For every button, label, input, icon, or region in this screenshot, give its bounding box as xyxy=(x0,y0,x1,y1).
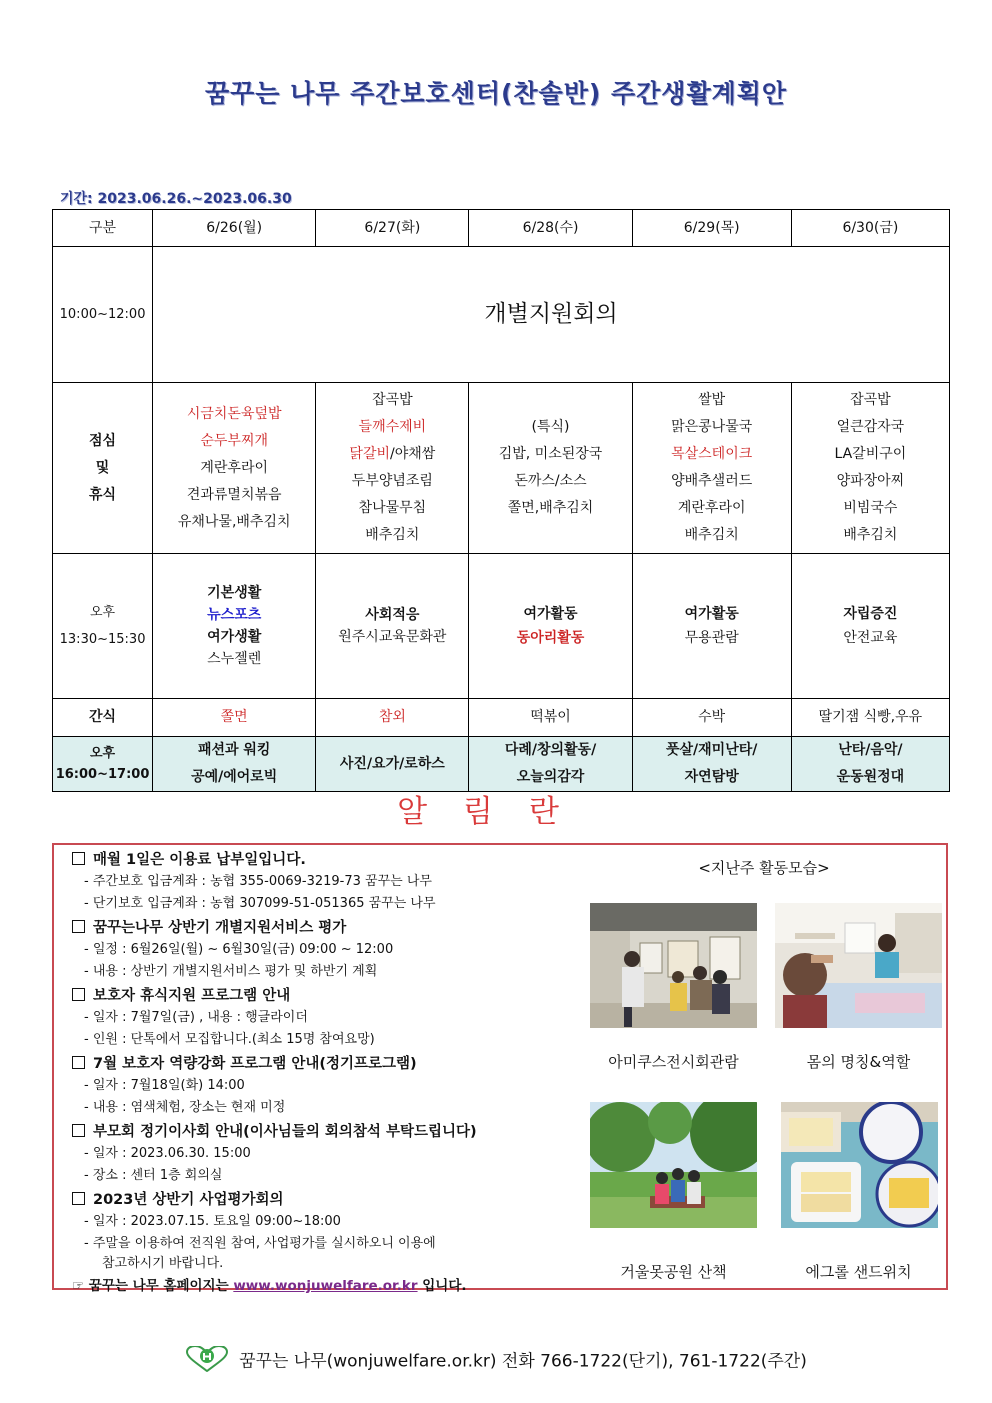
notice-line: - 내용 : 상반기 개별지원서비스 평가 및 하반기 계획 xyxy=(84,964,378,979)
checkbox-icon xyxy=(72,1124,85,1137)
notice-line: - 내용 : 염색체험, 장소는 현재 미정 xyxy=(84,1100,286,1115)
lunch-label: 점심 및 휴식 xyxy=(53,383,153,554)
lunch-mon: 시금치돈육덮밥 순두부찌개 계란후라이 견과류멸치볶음 유채나물,배추김치 xyxy=(153,383,316,554)
header-cell: 6/26(월) xyxy=(153,210,316,247)
late-wed: 다례/창의활동/ 오늘의감각 xyxy=(469,737,632,792)
caption-exhibition: 아미쿠스전시회관람 xyxy=(608,1053,739,1071)
late-row xyxy=(53,737,950,792)
page-title: 꿈꾸는 나무 주간보호센터(찬솔반) 주간생활계획안 xyxy=(204,79,788,108)
footer xyxy=(0,1346,992,1377)
late-mon: 패션과 워킹 공예/에어로빅 xyxy=(153,737,316,792)
footer-text: 꿈꾸는 나무(wonjuwelfare.or.kr) 전화 766-1722(단기), 761-1722(주간) xyxy=(239,1351,807,1372)
afternoon-tue: 사회적응 원주시교육문화관 xyxy=(316,554,469,699)
lunch-row xyxy=(53,383,950,554)
homepage-line: ☞ 꿈꾸는 나무 홈페이지는 www.wonjuwelfare.or.kr 입니다. xyxy=(72,1278,467,1294)
notice-line: - 단기보호 입금계좌 : 농협 307099-51-051365 꿈꾸는 나무 xyxy=(84,896,436,911)
snack-thu: 수박 xyxy=(632,699,791,737)
afternoon-fri: 자립증진 안전교육 xyxy=(791,554,949,699)
notice-item: 부모회 정기이사회 안내(이사님들의 회의참석 부탁드립니다) xyxy=(72,1121,592,1143)
snack-label: 간식 xyxy=(53,699,153,737)
notice-item: 매월 1일은 이용료 납부일입니다. xyxy=(72,849,592,871)
morning-row xyxy=(53,247,950,383)
notice-list xyxy=(72,847,592,1297)
lunch-thu: 쌀밥 맑은콩나물국 목살스테이크 양배추샐러드 계란후라이 배추김치 xyxy=(632,383,791,554)
late-label: 오후 16:00~17:00 xyxy=(53,737,153,792)
caption-sandwich: 에그롤 샌드위치 xyxy=(805,1263,912,1281)
notice-line: - 장소 : 센터 1층 회의실 xyxy=(84,1168,223,1183)
snack-mon: 쫄면 xyxy=(153,699,316,737)
notice-heading: 알림란 xyxy=(397,794,595,830)
notice-line: - 일자 : 2023.07.15. 토요일 09:00~18:00 xyxy=(84,1214,341,1229)
checkbox-icon xyxy=(72,920,85,933)
notice-item: 꿈꾸는나무 상반기 개별지원서비스 평가 xyxy=(72,917,592,939)
notice-item: 보호자 휴식지원 프로그램 안내 xyxy=(72,985,592,1007)
morning-time: 10:00~12:00 xyxy=(53,247,153,383)
header-row xyxy=(53,210,950,247)
notice-box xyxy=(52,843,948,1294)
afternoon-mon: 기본생활 뉴스포츠 여가생활 스누젤렌 xyxy=(153,554,316,699)
late-thu: 풋살/재미난타/ 자연탐방 xyxy=(632,737,791,792)
photo-exhibition xyxy=(590,903,757,1028)
notice-line: - 일정 : 6월26일(월) ~ 6월30일(금) 09:00 ~ 12:00 xyxy=(84,942,394,957)
snack-wed: 떡볶이 xyxy=(469,699,632,737)
checkbox-icon xyxy=(72,1192,85,1205)
notice-line: - 일자 : 7월18일(화) 14:00 xyxy=(84,1078,245,1093)
caption-park-walk: 거울못공원 산책 xyxy=(620,1263,727,1281)
snack-row xyxy=(53,699,950,737)
late-fri: 난타/음악/ 운동원정대 xyxy=(791,737,949,792)
notice-item: 7월 보호자 역량강화 프로그램 안내(정기프로그램) xyxy=(72,1053,592,1075)
photo-body-parts xyxy=(775,903,942,1028)
notice-line: 참고하시기 바랍니다. xyxy=(102,1256,224,1271)
afternoon-label: 오후 13:30~15:30 xyxy=(53,554,153,699)
morning-content: 개별지원회의 xyxy=(153,247,950,383)
caption-body-parts: 몸의 명칭&역할 xyxy=(806,1053,911,1071)
notice-line: - 일자 : 7월7일(금) , 내용 : 행글라이더 xyxy=(84,1010,308,1025)
late-tue: 사진/요가/로하스 xyxy=(316,737,469,792)
period-label: 기간: 2023.06.26.~2023.06.30 xyxy=(60,191,292,207)
checkbox-icon xyxy=(72,988,85,1001)
header-cell: 6/28(수) xyxy=(469,210,632,247)
afternoon-wed: 여가활동 동아리활동 xyxy=(469,554,632,699)
notice-line: - 주말을 이용하여 전직원 참여, 사업평가를 실시하오니 이용에 xyxy=(84,1236,436,1251)
header-cell: 6/30(금) xyxy=(791,210,949,247)
notice-line: - 인원 : 단톡에서 모집합니다.(최소 15명 참여요망) xyxy=(84,1032,375,1047)
checkbox-icon xyxy=(72,852,85,865)
header-cell: 6/27(화) xyxy=(316,210,469,247)
notice-line: - 주간보호 입금계좌 : 농협 355-0069-3219-73 꿈꾸는 나무 xyxy=(84,874,432,889)
notice-line: - 일자 : 2023.06.30. 15:00 xyxy=(84,1146,251,1161)
notice-item: 2023년 상반기 사업평가회의 xyxy=(72,1189,592,1211)
header-cell: 6/29(목) xyxy=(632,210,791,247)
snack-tue: 참외 xyxy=(316,699,469,737)
schedule-table xyxy=(52,209,950,792)
photo-park-walk xyxy=(590,1102,757,1228)
lunch-wed: (특식) 김밥, 미소된장국 돈까스/소스 쫄면,배추김치 xyxy=(469,383,632,554)
snack-fri: 딸기잼 식빵,우유 xyxy=(791,699,949,737)
homepage-link[interactable]: www.wonjuwelfare.or.kr xyxy=(233,1278,418,1294)
afternoon-thu: 여가활동 무용관람 xyxy=(632,554,791,699)
gallery-title: <지난주 활동모습> xyxy=(698,859,830,877)
lunch-fri: 잡곡밥 얼큰감자국 LA갈비구이 양파장아찌 비빔국수 배추김치 xyxy=(791,383,949,554)
afternoon-row xyxy=(53,554,950,699)
photo-sandwich xyxy=(781,1102,938,1228)
heart-logo-icon xyxy=(185,1346,229,1377)
header-cell: 구분 xyxy=(53,210,153,247)
checkbox-icon xyxy=(72,1056,85,1069)
lunch-tue: 잡곡밥 들깨수제비 닭갈비/야채쌈 두부양념조림 참나물무침 배추김치 xyxy=(316,383,469,554)
